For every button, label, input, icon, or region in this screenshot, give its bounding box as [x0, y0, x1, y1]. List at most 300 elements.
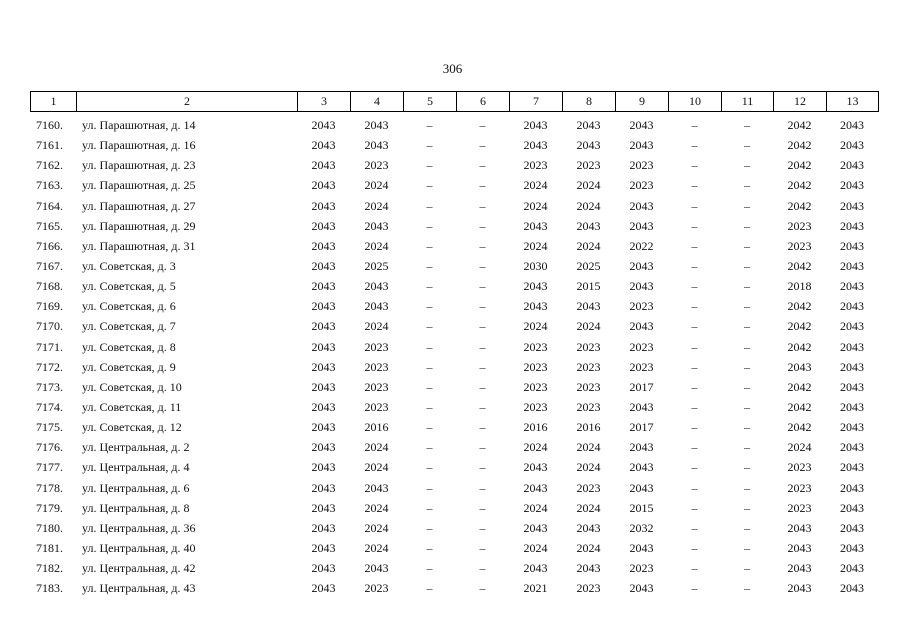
table-cell: 2023 [629, 359, 654, 374]
table-cell: 2024 [523, 198, 548, 213]
table-cell: 2043 [840, 440, 864, 455]
table-cell: 2043 [629, 319, 654, 334]
table-cell: – [479, 420, 486, 435]
table-cell: – [691, 541, 698, 556]
table-cell: – [426, 299, 433, 314]
table-cell: – [426, 500, 433, 515]
table-cell: 2043 [311, 581, 336, 596]
header-cell: 7 [510, 92, 563, 112]
address-cell: ул. Парашютная, д. 16 [82, 138, 196, 153]
table-cell: 2043 [629, 198, 654, 213]
table-cell: 2043 [364, 218, 389, 233]
table-cell: – [426, 259, 433, 274]
table-cell: – [744, 520, 750, 535]
table-cell: – [691, 319, 698, 334]
table-cell: 2023 [364, 359, 389, 374]
table-cell: 2043 [629, 460, 654, 475]
table-cell: – [744, 259, 750, 274]
header-row [31, 92, 879, 112]
table-cell: – [479, 500, 486, 515]
table-cell: 2043 [629, 400, 654, 415]
table-cell: 2043 [787, 520, 812, 535]
table-cell: – [691, 178, 698, 193]
table-cell: – [479, 259, 486, 274]
row-number: 7165. [36, 218, 63, 233]
row-number: 7160. [36, 118, 63, 133]
table-cell: – [479, 158, 486, 173]
table-cell: 2024 [523, 319, 548, 334]
table-cell: – [479, 440, 486, 455]
table-cell: 2043 [840, 178, 864, 193]
table-cell: 2023 [787, 500, 812, 515]
table-row [30, 538, 878, 558]
table-cell: 2024 [576, 238, 601, 253]
table-cell: – [691, 218, 698, 233]
table-cell: 2023 [629, 158, 654, 173]
address-cell: ул. Парашютная, д. 14 [82, 118, 196, 133]
table-cell: 2043 [629, 259, 654, 274]
table-cell: 2043 [840, 319, 864, 334]
table-cell: 2021 [523, 581, 548, 596]
table-cell: 2017 [629, 379, 654, 394]
table-cell: 2024 [787, 440, 812, 455]
table-row [30, 377, 878, 397]
table-cell: 2015 [576, 279, 601, 294]
table-cell: 2023 [629, 299, 654, 314]
table-cell: – [744, 581, 750, 596]
table-cell: 2024 [576, 319, 601, 334]
table-cell: 2043 [311, 178, 336, 193]
table-cell: 2043 [311, 319, 336, 334]
table-row [30, 196, 878, 216]
table-row [30, 397, 878, 417]
row-number: 7168. [36, 279, 63, 294]
table-cell: – [426, 238, 433, 253]
table-cell: 2043 [840, 158, 864, 173]
table-cell: 2042 [787, 400, 812, 415]
table-cell: – [479, 299, 486, 314]
table-cell: 2043 [840, 279, 864, 294]
table-cell: 2042 [787, 118, 812, 133]
table-cell: – [479, 178, 486, 193]
table-cell: – [744, 480, 750, 495]
table-cell: 2043 [311, 561, 336, 576]
table-cell: 2015 [629, 500, 654, 515]
table-cell: – [479, 319, 486, 334]
table-cell: – [691, 561, 698, 576]
table-cell: 2043 [523, 218, 548, 233]
table-cell: – [479, 541, 486, 556]
table-cell: 2043 [629, 541, 654, 556]
table-cell: 2043 [311, 158, 336, 173]
table-cell: – [744, 379, 750, 394]
row-number: 7164. [36, 198, 63, 213]
table-cell: 2043 [311, 218, 336, 233]
table-cell: – [479, 218, 486, 233]
table-cell: 2043 [787, 541, 812, 556]
row-number: 7177. [36, 460, 63, 475]
row-number: 7166. [36, 238, 63, 253]
table-cell: – [744, 460, 750, 475]
table-cell: – [744, 440, 750, 455]
table-row [30, 578, 878, 598]
table-cell: – [426, 440, 433, 455]
table-cell: – [744, 561, 750, 576]
table-cell: 2024 [523, 440, 548, 455]
address-cell: ул. Центральная, д. 43 [82, 581, 196, 596]
table-cell: 2024 [364, 500, 389, 515]
table-cell: – [426, 138, 433, 153]
row-number: 7174. [36, 400, 63, 415]
row-number: 7162. [36, 158, 63, 173]
address-cell: ул. Парашютная, д. 29 [82, 218, 196, 233]
table-cell: – [691, 480, 698, 495]
address-cell: ул. Парашютная, д. 31 [82, 238, 196, 253]
table-cell: 2043 [311, 500, 336, 515]
table-cell: 2017 [629, 420, 654, 435]
table-cell: 2030 [523, 259, 548, 274]
table-cell: 2043 [787, 359, 812, 374]
table-cell: 2042 [787, 138, 812, 153]
address-cell: ул. Советская, д. 12 [82, 420, 182, 435]
table-cell: – [426, 460, 433, 475]
table-cell: 2023 [576, 359, 601, 374]
table-cell: 2043 [840, 581, 864, 596]
data-table [30, 115, 878, 598]
table-cell: 2043 [311, 138, 336, 153]
table-cell: – [479, 118, 486, 133]
table-cell: 2023 [576, 480, 601, 495]
table-cell: 2043 [840, 359, 864, 374]
table-cell: 2043 [840, 480, 864, 495]
table-cell: 2043 [311, 279, 336, 294]
table-cell: 2024 [364, 520, 389, 535]
header-cell: 12 [774, 92, 827, 112]
table-cell: 2043 [311, 118, 336, 133]
table-cell: 2043 [311, 359, 336, 374]
table-cell: 2023 [523, 400, 548, 415]
table-cell: 2023 [576, 158, 601, 173]
table-cell: 2043 [576, 561, 601, 576]
header-cell: 3 [298, 92, 351, 112]
table-cell: 2043 [364, 299, 389, 314]
table-cell: 2043 [787, 561, 812, 576]
table-cell: 2043 [311, 460, 336, 475]
row-number: 7163. [36, 178, 63, 193]
table-cell: – [426, 520, 433, 535]
table-cell: – [479, 379, 486, 394]
table-cell: 2043 [840, 420, 864, 435]
table-cell: – [426, 158, 433, 173]
table-cell: 2016 [523, 420, 548, 435]
table-cell: 2043 [364, 480, 389, 495]
table-cell: 2023 [523, 379, 548, 394]
table-cell: 2043 [311, 520, 336, 535]
address-cell: ул. Центральная, д. 6 [82, 480, 190, 495]
table-cell: 2043 [840, 198, 864, 213]
table-cell: 2043 [576, 218, 601, 233]
table-cell: 2043 [523, 138, 548, 153]
table-cell: – [691, 581, 698, 596]
table-cell: – [744, 238, 750, 253]
table-cell: 2024 [576, 541, 601, 556]
table-cell: 2023 [523, 359, 548, 374]
table-cell: 2043 [840, 299, 864, 314]
table-cell: 2024 [364, 238, 389, 253]
address-cell: ул. Парашютная, д. 23 [82, 158, 196, 173]
address-cell: ул. Центральная, д. 40 [82, 541, 196, 556]
table-cell: 2042 [787, 178, 812, 193]
row-number: 7180. [36, 520, 63, 535]
table-cell: 2023 [787, 480, 812, 495]
table-cell: 2043 [311, 541, 336, 556]
table-cell: 2043 [311, 238, 336, 253]
table-body [30, 115, 878, 598]
table-cell: – [426, 339, 433, 354]
table-cell: 2043 [629, 118, 654, 133]
table-row [30, 558, 878, 578]
table-cell: 2024 [364, 198, 389, 213]
table-cell: – [744, 279, 750, 294]
address-cell: ул. Парашютная, д. 27 [82, 198, 196, 213]
table-cell: – [691, 420, 698, 435]
header-cell: 10 [669, 92, 722, 112]
table-cell: – [744, 178, 750, 193]
table-cell: – [426, 420, 433, 435]
table-cell: – [426, 279, 433, 294]
table-cell: 2043 [629, 279, 654, 294]
table-cell: 2025 [364, 259, 389, 274]
table-cell: – [691, 440, 698, 455]
table-row [30, 256, 878, 276]
row-number: 7183. [36, 581, 63, 596]
table-cell: 2043 [523, 460, 548, 475]
table-cell: 2043 [840, 520, 864, 535]
table-cell: – [691, 259, 698, 274]
table-cell: 2024 [576, 198, 601, 213]
address-cell: ул. Советская, д. 8 [82, 339, 176, 354]
table-cell: 2043 [787, 581, 812, 596]
table-cell: 2023 [523, 158, 548, 173]
table-cell: – [691, 198, 698, 213]
table-cell: – [744, 500, 750, 515]
table-cell: – [426, 359, 433, 374]
table-cell: 2043 [311, 400, 336, 415]
table-cell: 2023 [787, 238, 812, 253]
header-cell: 11 [722, 92, 774, 112]
table-cell: – [426, 178, 433, 193]
table-cell: 2024 [576, 440, 601, 455]
table-row [30, 155, 878, 175]
table-cell: – [691, 138, 698, 153]
table-cell: – [479, 359, 486, 374]
table-cell: 2023 [787, 218, 812, 233]
table-cell: – [426, 319, 433, 334]
row-number: 7171. [36, 339, 63, 354]
table-cell: – [744, 541, 750, 556]
table-cell: 2043 [840, 238, 864, 253]
table-cell: 2043 [523, 520, 548, 535]
table-cell: 2023 [364, 400, 389, 415]
table-cell: 2023 [576, 339, 601, 354]
header-cell: 5 [404, 92, 457, 112]
table-cell: – [426, 400, 433, 415]
address-cell: ул. Советская, д. 6 [82, 299, 176, 314]
address-cell: ул. Центральная, д. 42 [82, 561, 196, 576]
header-cell: 1 [31, 92, 77, 112]
table-cell: 2043 [523, 561, 548, 576]
table-cell: 2043 [840, 259, 864, 274]
address-cell: ул. Центральная, д. 4 [82, 460, 190, 475]
table-row [30, 216, 878, 236]
table-cell: 2043 [629, 581, 654, 596]
table-cell: 2043 [311, 339, 336, 354]
table-cell: – [744, 359, 750, 374]
table-cell: – [479, 138, 486, 153]
table-cell: 2023 [629, 561, 654, 576]
table-cell: 2042 [787, 319, 812, 334]
address-cell: ул. Центральная, д. 2 [82, 440, 190, 455]
table-cell: 2023 [523, 339, 548, 354]
table-cell: – [744, 138, 750, 153]
table-cell: – [426, 198, 433, 213]
table-cell: – [479, 460, 486, 475]
table-cell: – [426, 581, 433, 596]
table-cell: – [744, 319, 750, 334]
table-cell: 2023 [576, 581, 601, 596]
row-number: 7175. [36, 420, 63, 435]
table-cell: – [744, 118, 750, 133]
table-cell: 2023 [576, 400, 601, 415]
table-cell: 2022 [629, 238, 654, 253]
table-cell: 2043 [311, 198, 336, 213]
table-cell: 2023 [364, 339, 389, 354]
table-cell: 2043 [840, 218, 864, 233]
table-cell: – [691, 379, 698, 394]
table-cell: – [744, 299, 750, 314]
row-number: 7161. [36, 138, 63, 153]
table-cell: 2043 [311, 299, 336, 314]
table-cell: – [479, 561, 486, 576]
table-cell: – [744, 400, 750, 415]
table-cell: 2043 [629, 218, 654, 233]
table-row [30, 135, 878, 155]
table-cell: 2024 [523, 178, 548, 193]
table-cell: – [426, 541, 433, 556]
table-cell: 2043 [576, 520, 601, 535]
table-cell: 2023 [364, 581, 389, 596]
table-cell: 2023 [576, 379, 601, 394]
table-cell: – [426, 480, 433, 495]
table-cell: – [744, 198, 750, 213]
table-cell: – [426, 379, 433, 394]
table-cell: – [426, 118, 433, 133]
table-cell: 2023 [364, 379, 389, 394]
table-cell: – [479, 279, 486, 294]
table-cell: – [744, 218, 750, 233]
table-cell: 2043 [364, 561, 389, 576]
table-cell: 2042 [787, 379, 812, 394]
table-cell: 2043 [523, 279, 548, 294]
table-cell: 2042 [787, 299, 812, 314]
table-row [30, 236, 878, 256]
table-cell: 2024 [364, 440, 389, 455]
table-cell: 2043 [629, 440, 654, 455]
header-cell: 2 [77, 92, 298, 112]
table-cell: – [691, 460, 698, 475]
table-cell: 2024 [364, 319, 389, 334]
row-number: 7170. [36, 319, 63, 334]
table-cell: – [744, 158, 750, 173]
row-number: 7173. [36, 379, 63, 394]
table-cell: 2043 [629, 138, 654, 153]
table-cell: – [479, 238, 486, 253]
address-cell: ул. Советская, д. 10 [82, 379, 182, 394]
table-row [30, 457, 878, 477]
table-cell: 2043 [364, 279, 389, 294]
table-cell: 2043 [523, 118, 548, 133]
table-cell: 2043 [576, 138, 601, 153]
table-cell: 2042 [787, 420, 812, 435]
address-cell: ул. Советская, д. 7 [82, 319, 176, 334]
table-cell: – [426, 218, 433, 233]
row-number: 7169. [36, 299, 63, 314]
table-cell: 2024 [576, 460, 601, 475]
table-cell: 2043 [311, 259, 336, 274]
table-row [30, 296, 878, 316]
table-cell: 2043 [840, 118, 864, 133]
table-cell: 2043 [629, 480, 654, 495]
table-row [30, 498, 878, 518]
table-cell: – [691, 299, 698, 314]
table-cell: 2043 [840, 500, 864, 515]
header-cell: 6 [457, 92, 510, 112]
row-number: 7182. [36, 561, 63, 576]
row-number: 7176. [36, 440, 63, 455]
table-row [30, 478, 878, 498]
address-cell: ул. Советская, д. 9 [82, 359, 176, 374]
table-cell: 2016 [576, 420, 601, 435]
address-cell: ул. Парашютная, д. 25 [82, 178, 196, 193]
row-number: 7167. [36, 259, 63, 274]
table-cell: – [426, 561, 433, 576]
table-cell: 2042 [787, 198, 812, 213]
table-cell: 2043 [311, 420, 336, 435]
header-cell: 8 [563, 92, 616, 112]
table-row [30, 337, 878, 357]
table-cell: 2024 [523, 541, 548, 556]
row-number: 7172. [36, 359, 63, 374]
table-cell: 2024 [364, 541, 389, 556]
table-cell: – [744, 420, 750, 435]
table-cell: 2016 [364, 420, 389, 435]
table-cell: 2043 [576, 118, 601, 133]
column-header-table [30, 91, 879, 112]
table-cell: 2032 [629, 520, 654, 535]
table-cell: – [691, 279, 698, 294]
table-cell: 2043 [311, 480, 336, 495]
header-cell: 9 [616, 92, 669, 112]
table-cell: 2043 [364, 138, 389, 153]
table-row [30, 175, 878, 195]
table-cell: – [479, 400, 486, 415]
table-cell: 2023 [629, 178, 654, 193]
table-row [30, 276, 878, 296]
table-cell: 2023 [364, 158, 389, 173]
table-row [30, 417, 878, 437]
table-cell: 2043 [840, 460, 864, 475]
table-cell: 2043 [840, 541, 864, 556]
